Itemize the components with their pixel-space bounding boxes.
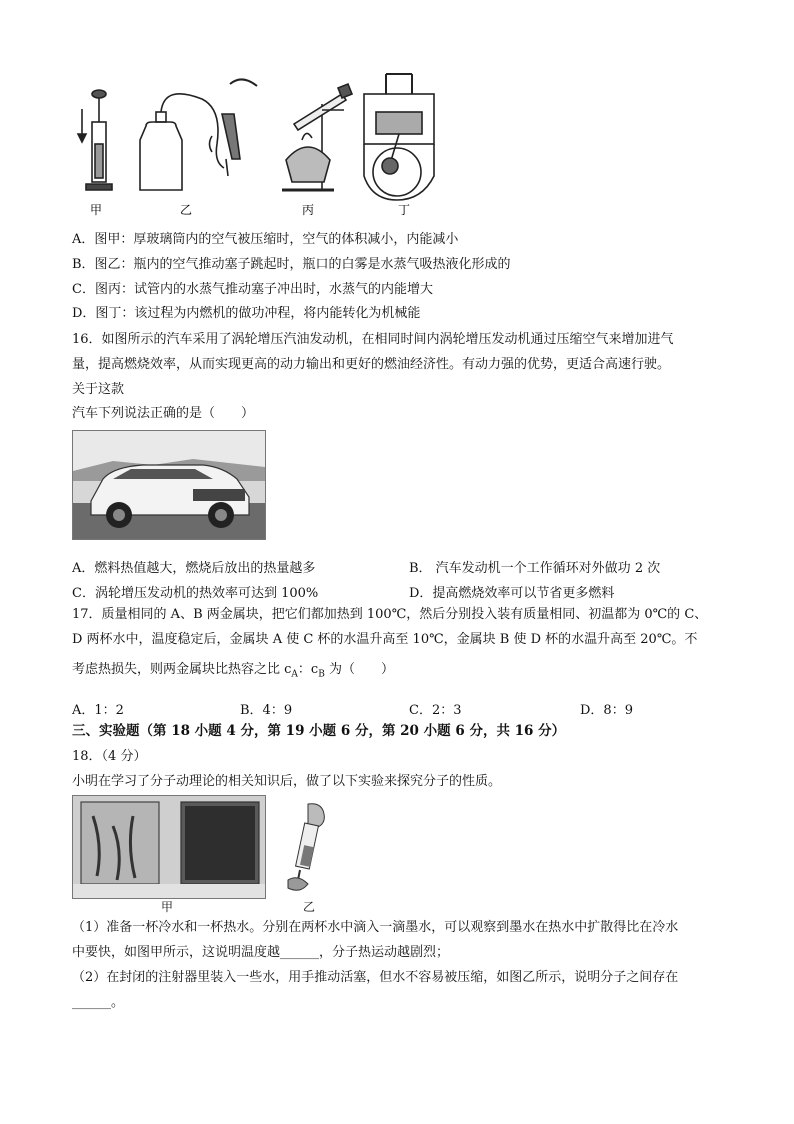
q18-part1-line1: （1）准备一杯冷水和一杯热水。分别在两杯水中滴入一滴墨水，可以观察到墨水在热水中扩散得比在冷水: [72, 920, 679, 935]
car-photo: [72, 430, 266, 540]
q17-stem-end: 为（ ）: [324, 662, 394, 677]
q16-stem-line3: 关于这款: [72, 382, 125, 397]
q18-part1-line2: 中要快，如图甲所示，这说明温度越______，分子热运动越剧烈；: [72, 945, 450, 960]
figure-label-yi: 乙: [180, 203, 193, 217]
experiment-figures-drawing: [72, 64, 452, 220]
q17-stem-line1: 17．质量相同的 A、B 两金属块，把它们都加热到 100℃，然后分别投入装有质量相同、初温都为 0℃的 C、: [72, 607, 708, 622]
q18-heading: 18．（4 分）: [72, 749, 147, 764]
experiment-figures: [72, 64, 452, 220]
figure-label-ding: 丁: [398, 203, 411, 217]
q17-stem-line2: D 两杯水中，温度稳定后，金属块 A 使 C 杯的水温升高至 10℃，金属块 B 使 D 杯的水温升高至 20℃。不: [72, 632, 698, 647]
q17-stem-text: 考虑热损失，则两金属块比热容之比 c: [72, 662, 292, 677]
q16-option-c: C．涡轮增压发动机的热效率可达到 100%: [72, 586, 319, 601]
q15-option-d: D．图丁：该过程为内燃机的做功冲程，将内能转化为机械能: [72, 306, 421, 321]
q18-figure-label-yi: 乙: [303, 900, 316, 914]
q18-part2-line2: ______。: [72, 995, 125, 1010]
ink-diffusion-photo: [72, 795, 266, 899]
figure-label-bing: 丙: [302, 203, 315, 217]
q15-option-b: B．图乙：瓶内的空气推动塞子跳起时，瓶口的白雾是水蒸气吸热液化形成的: [72, 257, 511, 272]
q18-figure-label-jia: 甲: [161, 900, 174, 914]
q16-stem-line1: 16．如图所示的汽车采用了涡轮增压汽油发动机，在相同时间内涡轮增压发动机通过压缩空气来增加进气: [72, 332, 674, 347]
q15-option-a: A．图甲：厚玻璃筒内的空气被压缩时，空气的体积减小，内能减小: [72, 232, 459, 247]
q18-intro: 小明在学习了分子动理论的相关知识后，做了以下实验来探究分子的性质。: [72, 774, 502, 789]
figure-jia-tube: [78, 90, 112, 190]
q15-option-c: C．图丙：试管内的水蒸气推动塞子冲出时，水蒸气的内能增大: [72, 282, 433, 297]
q16-stem-line2: 量，提高燃烧效率，从而实现更高的动力输出和更好的燃油经济性。有动力强的优势，更适合高速行驶。: [72, 357, 671, 372]
q17-colon: ：c: [297, 662, 319, 677]
ink-diffusion-drawing: [73, 796, 265, 898]
car-photo-drawing: [73, 431, 265, 539]
figure-label-jia: 甲: [90, 203, 103, 217]
q17-stem-line3: [72, 662, 394, 683]
q17-sub-b: B: [318, 669, 325, 680]
q16-option-b: B． 汽车发动机一个工作循环对外做功 2 次: [409, 561, 661, 576]
q16-stem-line4: 汽车下列说法正确的是（ ）: [72, 406, 255, 421]
q17-option-d: D．8：9: [580, 703, 633, 718]
q16-option-a: A．燃料热值越大，燃烧后放出的热量越多: [72, 561, 316, 576]
figure-yi-bottle: [140, 79, 257, 190]
figure-bing-testtube: [282, 84, 352, 190]
syringe-figure: [278, 800, 338, 896]
q17-sub-a: A: [291, 669, 298, 680]
q17-option-c: C．2：3: [409, 703, 462, 718]
syringe-drawing: [278, 800, 338, 896]
q17-option-b: B．4：9: [240, 703, 293, 718]
q17-option-a: A．1：2: [72, 703, 124, 718]
q18-part2-line1: （2）在封闭的注射器里装入一些水，用手推动活塞，但水不容易被压缩，如图乙所示，说明分子之间存在: [72, 970, 679, 985]
section-3-heading: 三、实验题（第 18 小题 4 分，第 19 小题 6 分，第 20 小题 6 分，共 16 分）: [72, 723, 566, 739]
figure-ding-engine: [364, 74, 434, 200]
q16-option-d: D．提高燃烧效率可以节省更多燃料: [409, 586, 615, 601]
